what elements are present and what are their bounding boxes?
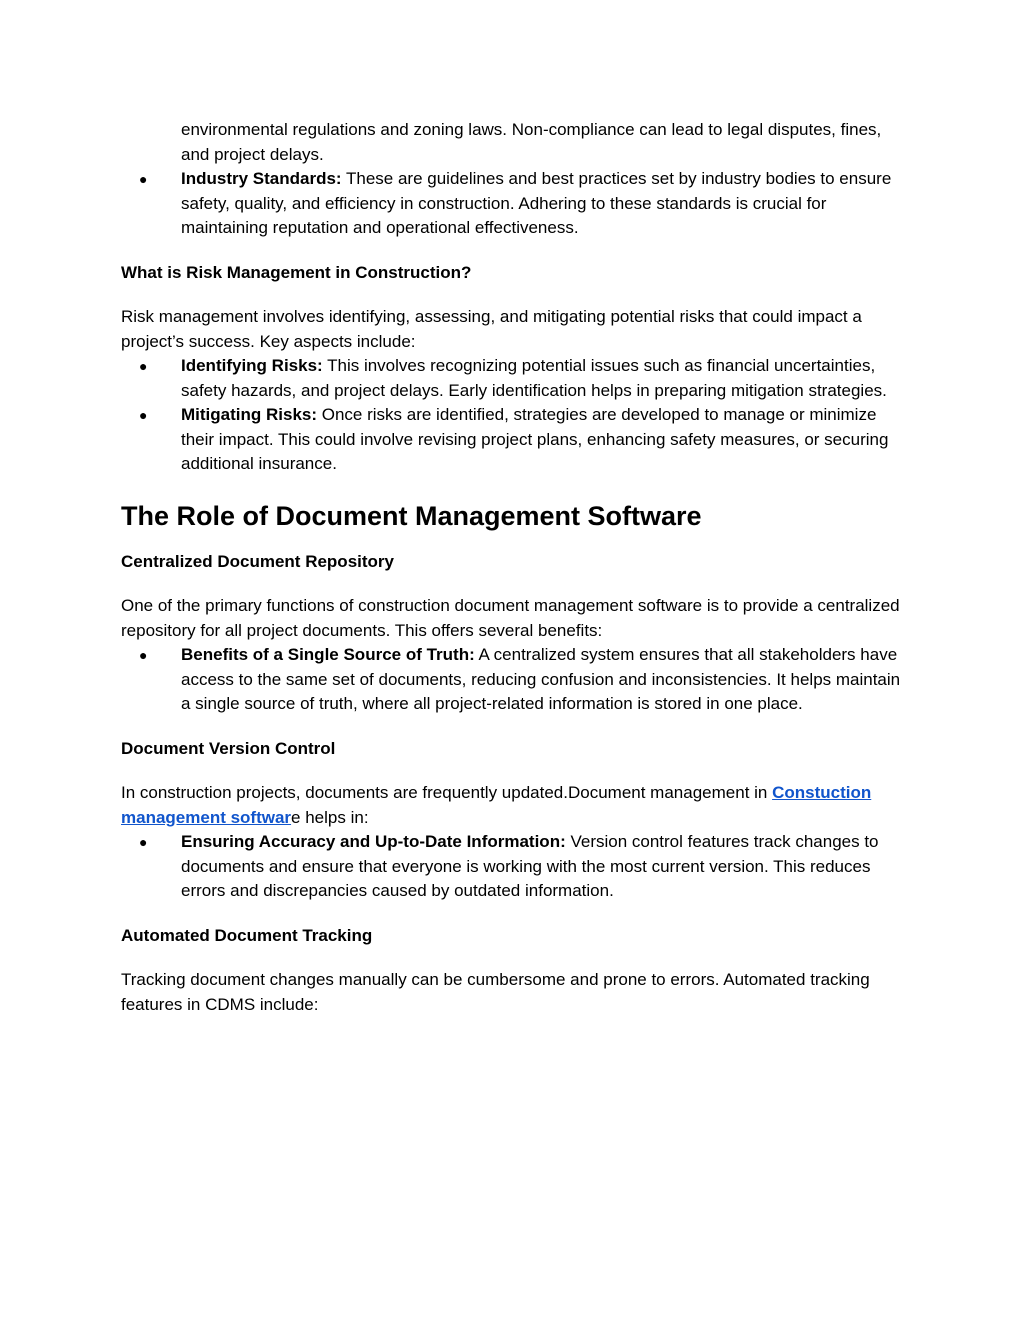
software-link[interactable]: Constuction management softwar [121,783,872,827]
list-item [121,167,901,241]
section-heading-tracking: Automated Document Tracking [121,925,373,945]
section-title-role: The Role of Document Management Software [121,500,702,531]
paragraph-text: In construction projects, documents are frequently updated.Document management in [121,783,773,802]
list-item-label: Identifying Risks: [181,356,323,375]
list-item-label: Ensuring Accuracy and Up-to-Date Information: [181,832,566,851]
bullet-icon: ● [139,647,148,663]
document-body [121,118,901,1017]
list-item-text: This involves recognizing potential issues such as financial uncertainties, safety hazards, and project delays. Early identification helps in preparing mitigation strategies. [181,356,887,400]
bullet-list-risk [121,354,901,477]
list-item-label: Industry Standards: [181,169,342,188]
list-item-text: Once risks are identified, strategies are developed to manage or minimize their impact. This could involve revising project plans, enhancing safety measures, or securing additional insurance. [181,405,889,473]
list-item-continuation: environmental regulations and zoning laws. Non-compliance can lead to legal disputes, fines, and project delays. [181,120,882,164]
bullet-list-version [121,830,901,904]
paragraph-tracking-intro: Tracking document changes manually can be cumbersome and prone to errors. Automated tracking features in CDMS include: [121,970,870,1014]
list-item [121,643,901,717]
bullet-icon: ● [139,358,148,374]
list-item [121,830,901,904]
section-heading-repository: Centralized Document Repository [121,551,394,571]
section-heading-version: Document Version Control [121,738,336,758]
list-item-text: These are guidelines and best practices set by industry bodies to ensure safety, quality, and efficiency in construction. Adhering to these standards is crucial for maintaining reputation and operational effectiveness. [181,169,892,237]
paragraph-version-intro [121,781,901,830]
bullet-list-standards [121,167,901,241]
bullet-icon: ● [139,407,148,423]
list-item [121,354,901,403]
list-item-text: A centralized system ensures that all stakeholders have access to the same set of documents, reducing confusion and inconsistencies. It helps maintain a single source of truth, where all project-related information is stored in one place. [181,645,901,713]
paragraph-repository-intro: One of the primary functions of construction document management software is to provide a centralized repository for all project documents. This offers several benefits: [121,596,900,640]
paragraph-risk-intro: Risk management involves identifying, assessing, and mitigating potential risks that could impact a project’s success. Key aspects include: [121,307,862,351]
list-item-label: Benefits of a Single Source of Truth: [181,645,475,664]
bullet-icon: ● [139,834,148,850]
list-item-text: Version control features track changes to documents and ensure that everyone is working with the most current version. This reduces errors and discrepancies caused by outdated information. [181,832,879,900]
bullet-list-repository [121,643,901,717]
bullet-icon: ● [139,171,148,187]
list-item-label: Mitigating Risks: [181,405,318,424]
paragraph-text: e helps in: [291,807,369,827]
list-item [121,403,901,477]
section-heading-risk: What is Risk Management in Construction? [121,262,472,282]
